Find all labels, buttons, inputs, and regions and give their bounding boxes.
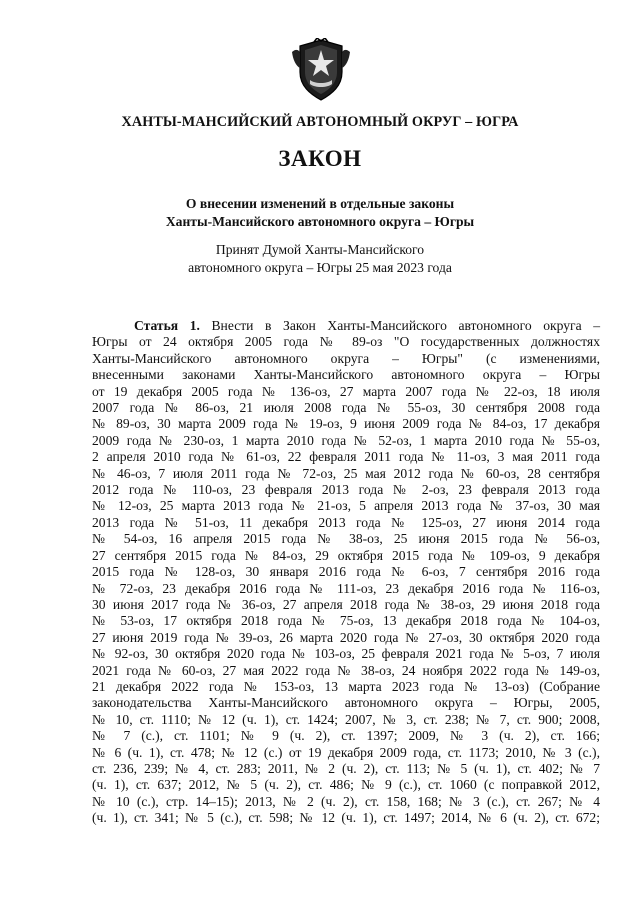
article-line: № 12-оз, 25 марта 2013 года № 21-оз, 5 апреля 2013 года № 37-оз, 30 мая <box>92 498 600 514</box>
adoption-note <box>0 241 640 277</box>
adoption-note-line: автономного округа – Югры 25 мая 2023 года <box>188 260 452 275</box>
law-subject-line: Ханты-Мансийского автономного округа – Югры <box>165 214 475 229</box>
article-line: (ч. 1), ст. 341; № 5 (с.), ст. 598; № 12 (ч. 1), ст. 1497; 2014, № 6 (ч. 2), ст. 672; <box>92 810 600 826</box>
article-line: № 53-оз, 17 октября 2018 года № 75-оз, 13 декабря 2018 года № 104-оз, <box>92 613 600 629</box>
article-line: 2012 года № 110-оз, 23 февраля 2013 года № 2-оз, 23 февраля 2013 года <box>92 482 600 498</box>
article-line: № 72-оз, 23 декабря 2016 года № 111-оз, 23 декабря 2016 года № 116-оз, <box>92 580 600 596</box>
article-line: 30 июня 2017 года № 36-оз, 27 апреля 2018 года № 38-оз, 29 июня 2018 года <box>92 596 600 612</box>
article-line: ст. 236, 239; № 4, ст. 283; 2011, № 2 (ч. 2), ст. 113; № 5 (ч. 1), ст. 402; № 7 <box>92 760 600 776</box>
article-line: № 89-оз, 30 марта 2009 года № 19-оз, 9 июня 2009 года № 84-оз, 17 декабря <box>92 416 600 432</box>
article-line: законодательства Ханты-Мансийского автономного округа – Югры, 2005, <box>92 695 600 711</box>
article-line: № 10, ст. 1110; № 12 (ч. 1), ст. 1424; 2007, № 3, ст. 238; № 7, ст. 900; 2008, <box>92 711 600 727</box>
article-line: 2021 года № 60-оз, 27 мая 2022 года № 38-оз, 24 ноября 2022 года № 149-оз, <box>92 662 600 678</box>
article-line: 21 декабря 2022 года № 153-оз, 13 марта 2023 года № 13-оз) (Собрание <box>92 678 600 694</box>
article-line: 27 сентября 2015 года № 84-оз, 29 октября 2015 года № 109-оз, 9 декабря <box>92 547 600 563</box>
region-heading: ХАНТЫ-МАНСИЙСКИЙ АВТОНОМНЫЙ ОКРУГ – ЮГРА <box>121 114 519 130</box>
article-label: Статья 1. <box>134 318 200 333</box>
document-type-title: ЗАКОН <box>278 146 362 171</box>
article-line: 2007 года № 86-оз, 21 июля 2008 года № 55-оз, 30 сентября 2008 года <box>92 400 600 416</box>
article-line: № 92-оз, 30 октября 2020 года № 103-оз, 25 февраля 2021 года № 5-оз, 7 июля <box>92 646 600 662</box>
article-line: от 19 декабря 2005 года № 136-оз, 27 марта 2007 года № 22-оз, 18 июля <box>92 383 600 399</box>
article-line: № 7 (с.), ст. 1101; № 9 (ч. 2), ст. 1397; 2009, № 3 (ч. 2), ст. 166; <box>92 728 600 744</box>
article-line: Статья 1. Внести в Закон Ханты-Мансийского автономного округа – <box>134 318 600 333</box>
law-subject-line: О внесении изменений в отдельные законы <box>185 196 455 211</box>
article-line: № 54-оз, 16 апреля 2015 года № 38-оз, 25 июня 2015 года № 56-оз, <box>92 531 600 547</box>
article-line: (ч. 1), ст. 637; 2012, № 5 (ч. 2), ст. 486; № 9 (с.), ст. 1060 (с поправкой 2012, <box>92 777 600 793</box>
article-line: 27 июня 2019 года № 39-оз, 26 марта 2020 года № 27-оз, 30 октября 2020 года <box>92 629 600 645</box>
article-line: № 46-оз, 7 июля 2011 года № 72-оз, 25 мая 2012 года № 60-оз, 28 сентября <box>92 465 600 481</box>
adoption-note-line: Принят Думой Ханты-Мансийского <box>215 242 425 257</box>
article-line: Ханты-Мансийского автономного округа – Югры" (с изменениями, <box>92 350 600 366</box>
law-subject <box>0 195 640 231</box>
article-line: № 6 (ч. 1), ст. 478; № 12 (с.) от 19 декабря 2009 года, ст. 1173; 2010, № 3 (с.), <box>92 744 600 760</box>
article-1-text <box>92 318 600 827</box>
article-line: № 10 (с.), стр. 14–15); 2013, № 2 (ч. 2), ст. 158, 168; № 3 (с.), ст. 267; № 4 <box>92 793 600 809</box>
article-line: внесенными законами Ханты-Мансийского автономного округа – Югры <box>92 367 600 383</box>
article-line: 2013 года № 51-оз, 11 декабря 2013 года № 125-оз, 27 июня 2014 года <box>92 514 600 530</box>
article-line: 2009 года № 230-оз, 1 марта 2010 года № 52-оз, 1 марта 2010 года № 55-оз, <box>92 432 600 448</box>
article-line: 2 апреля 2010 года № 61-оз, 22 февраля 2011 года № 11-оз, 3 мая 2011 года <box>92 449 600 465</box>
coat-of-arms-emblem <box>290 38 352 102</box>
article-line: 2015 года № 128-оз, 30 января 2016 года № 6-оз, 7 сентября 2016 года <box>92 564 600 580</box>
article-line: Югры от 24 октября 2005 года № 89-оз "О государственных должностях <box>92 334 600 350</box>
